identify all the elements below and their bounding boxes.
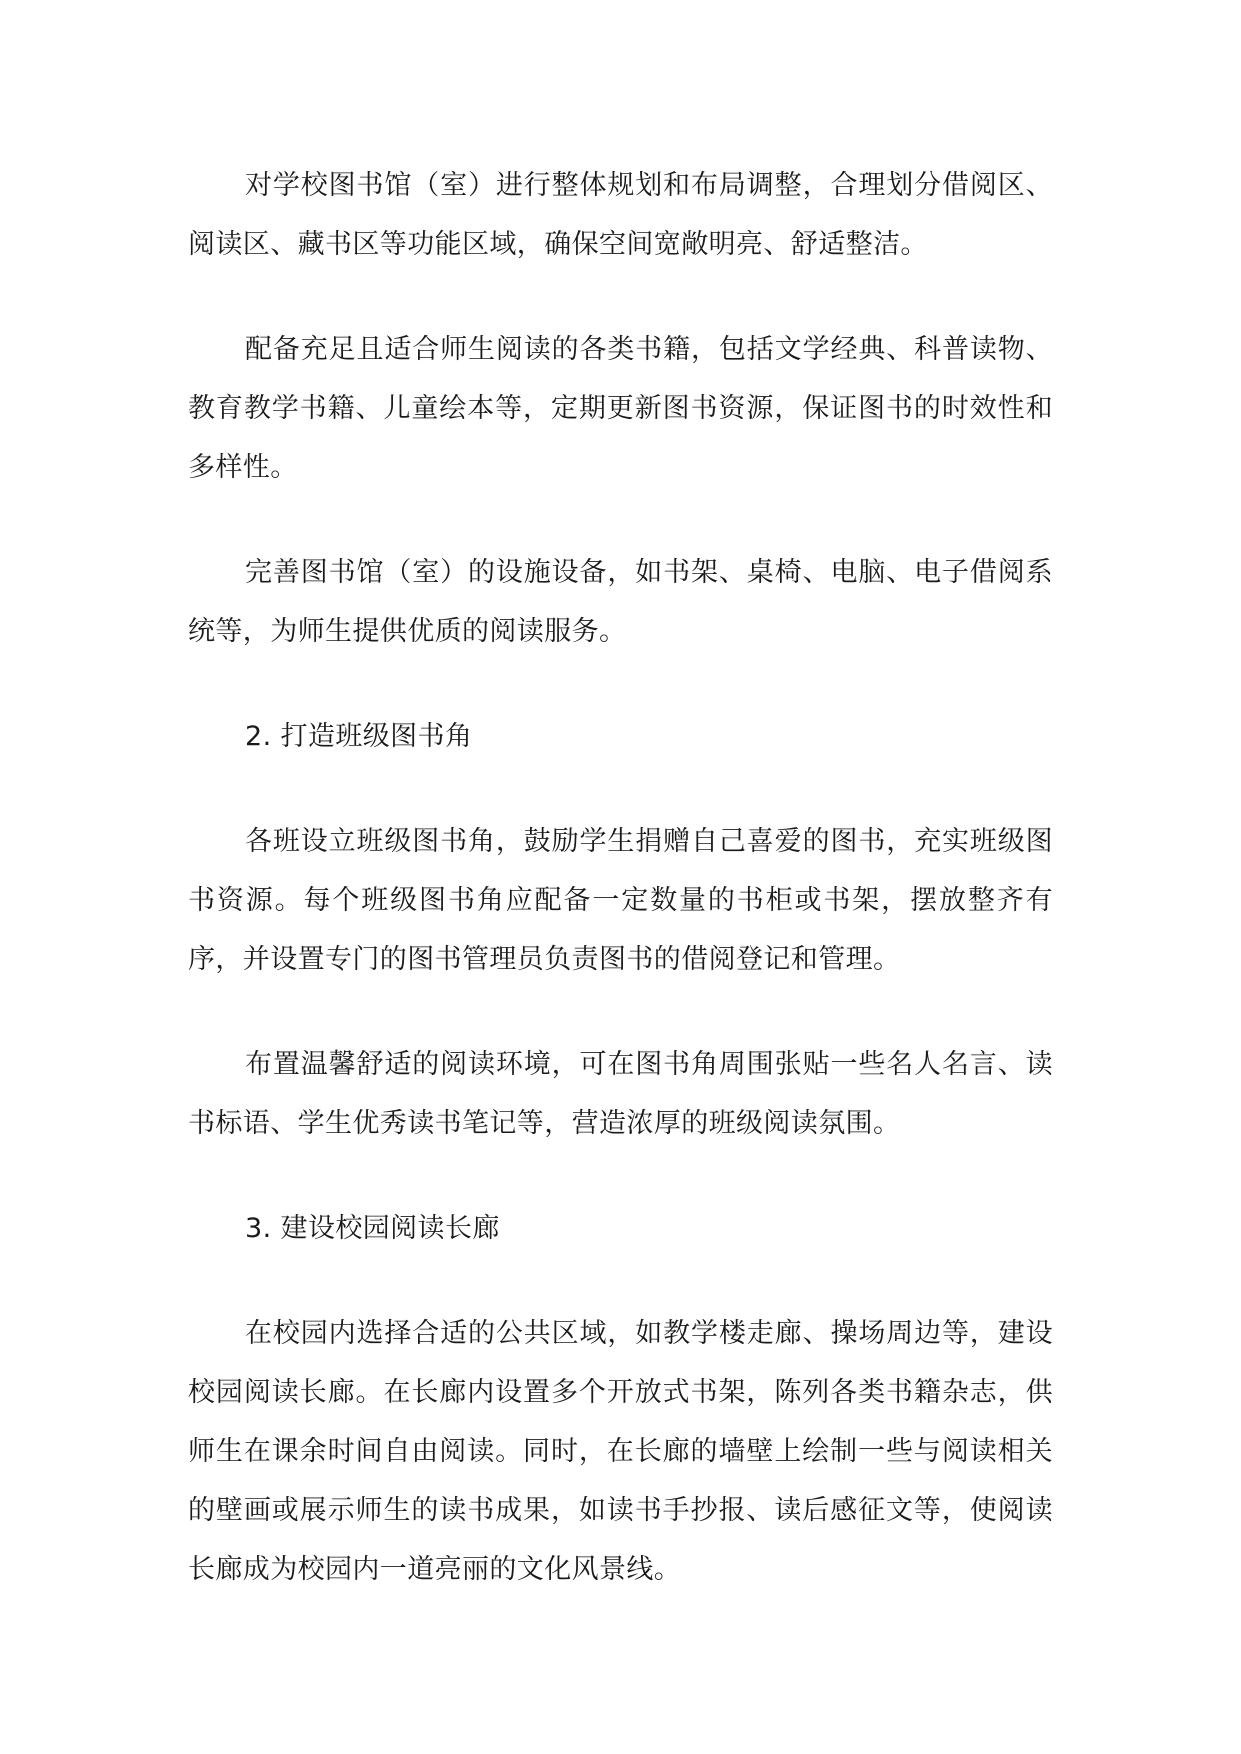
document-body — [188, 156, 1053, 1645]
paragraph-book-supply: 配备充足且适合师生阅读的各类书籍，包括文学经典、科普读物、教育教学书籍、儿童绘本等，定期更新图书资源，保证图书的时效性和多样性。 — [188, 334, 1053, 483]
section-heading-reading-corridor: 3. 建设校园阅读长廊 — [245, 1213, 500, 1244]
paragraph-reading-corridor: 在校园内选择合适的公共区域，如教学楼走廊、操场周边等，建设校园阅读长廊。在长廊内设置多个开放式书架，陈列各类书籍杂志，供师生在课余时间自由阅读。同时，在长廊的墙壁上绘制一些与阅读相关的壁画或展示师生的读书成果，如读书手抄报、读后感征文等，使阅读长廊成为校园内一道亮丽的文化风景线。 — [188, 1318, 1053, 1585]
paragraph-class-book-corner: 各班设立班级图书角，鼓励学生捐赠自己喜爱的图书，充实班级图书资源。每个班级图书角应配备一定数量的书柜或书架，摆放整齐有序，并设置专门的图书管理员负责图书的借阅登记和管理。 — [188, 826, 1053, 975]
paragraph-reading-environment: 布置温馨舒适的阅读环境，可在图书角周围张贴一些名人名言、读书标语、学生优秀读书笔记等，营造浓厚的班级阅读氛围。 — [188, 1049, 1053, 1139]
paragraph-facilities: 完善图书馆（室）的设施设备，如书架、桌椅、电脑、电子借阅系统等，为师生提供优质的阅读服务。 — [188, 557, 1053, 647]
section-heading-class-book-corner: 2. 打造班级图书角 — [245, 721, 473, 752]
paragraph-library-layout: 对学校图书馆（室）进行整体规划和布局调整，合理划分借阅区、阅读区、藏书区等功能区域，确保空间宽敞明亮、舒适整洁。 — [188, 170, 1053, 260]
